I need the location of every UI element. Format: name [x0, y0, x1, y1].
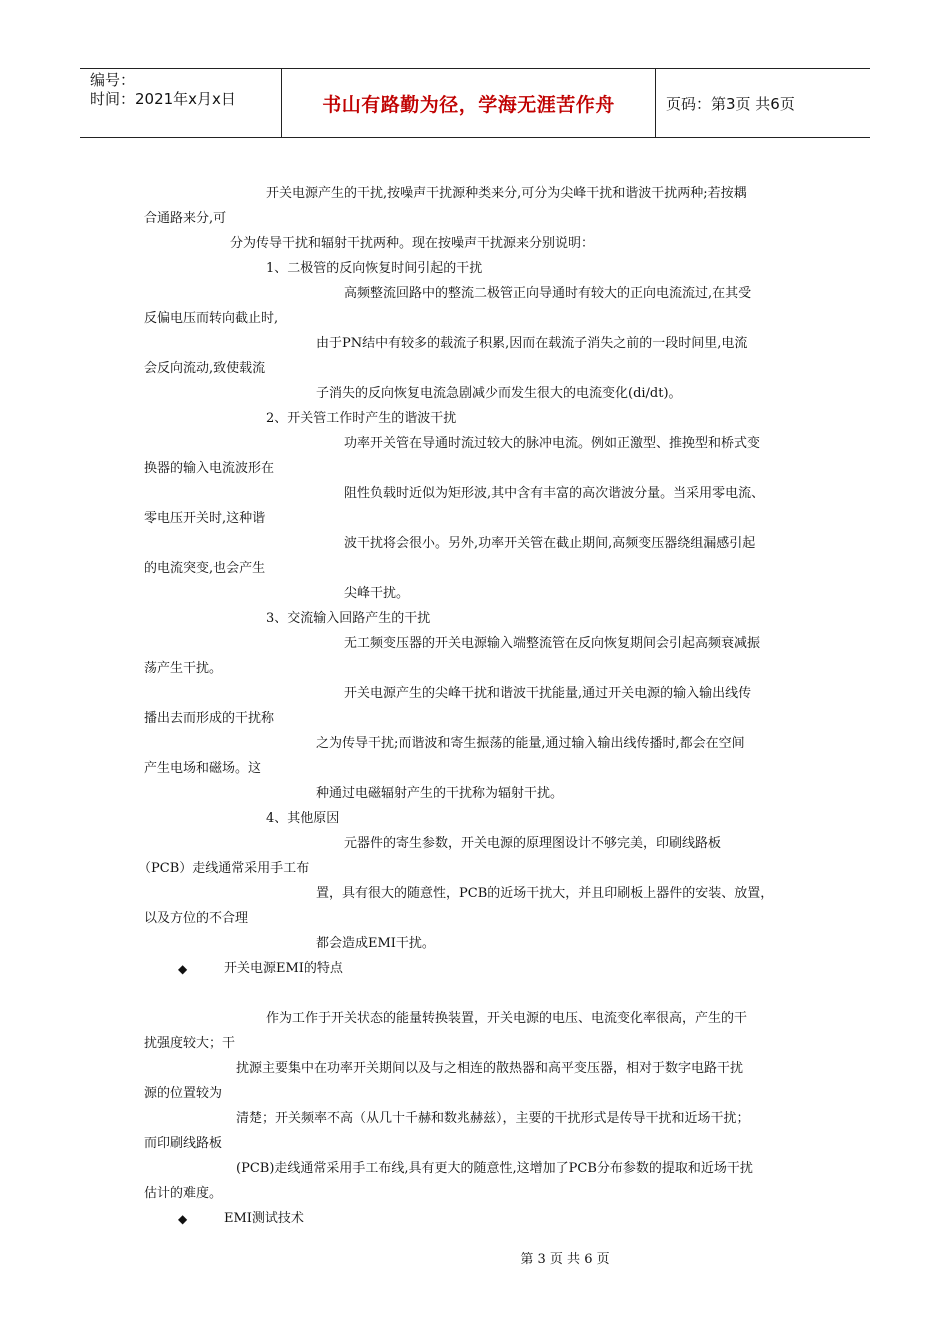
paragraph-line: 元器件的寄生参数，开关电源的原理图设计不够完美，印刷线路板: [344, 836, 722, 851]
paragraph-line: 开关电源产生的尖峰干扰和谐波干扰能量,通过开关电源的输入输出线传: [344, 686, 752, 701]
paragraph-line: 种通过电磁辐射产生的干扰称为辐射干扰。: [316, 786, 564, 801]
paragraph-line: 产生电场和磁场。这: [144, 761, 262, 776]
paragraph-line: 阻性负载时近似为矩形波,其中含有丰富的高次谐波分量。当采用零电流、: [344, 486, 765, 501]
code-label: 编号：: [90, 71, 136, 89]
page-header: [80, 68, 870, 138]
section-heading-emi-features: 开关电源EMI的特点: [224, 961, 343, 976]
header-page-info: 页码：第3页 共6页: [666, 94, 795, 113]
diamond-bullet-icon: ◆: [178, 962, 188, 976]
header-left-cell: [80, 69, 282, 137]
paragraph-line: 开关电源产生的干扰,按噪声干扰源种类来分,可分为尖峰干扰和谐波干扰两种;若按耦: [266, 186, 747, 201]
paragraph-line: 源的位置较为: [144, 1086, 223, 1101]
paragraph-line: 高频整流回路中的整流二极管正向导通时有较大的正向电流流过,在其受: [344, 286, 752, 301]
section-heading: 1、二极管的反向恢复时间引起的干扰: [266, 261, 483, 276]
paragraph-line: 的电流突变,也会产生: [144, 561, 266, 576]
paragraph-line: 子消失的反向恢复电流急剧减少而发生很大的电流变化(di/dt)。: [316, 386, 682, 401]
paragraph-line: 无工频变压器的开关电源输入端整流管在反向恢复期间会引起高频衰减振: [344, 636, 761, 651]
diamond-bullet-icon: ◆: [178, 1212, 188, 1226]
section-heading: 3、交流输入回路产生的干扰: [266, 611, 431, 626]
paragraph-line: (PCB)走线通常采用手工布线,具有更大的随意性,这增加了PCB分布参数的提取和近场干扰: [236, 1161, 753, 1176]
header-motto-cell: [282, 69, 656, 137]
paragraph-line: 都会造成EMI干扰。: [316, 936, 435, 951]
paragraph-line: 扰强度较大；干: [144, 1036, 236, 1051]
paragraph-line: 置，具有很大的随意性，PCB的近场干扰大，并且印刷板上器件的安装、放置，: [316, 886, 774, 901]
paragraph-line: 以及方位的不合理: [144, 911, 249, 926]
paragraph-line: 分为传导干扰和辐射干扰两种。现在按噪声干扰源来分别说明：: [230, 236, 595, 251]
section-heading-emi-testing: EMI测试技术: [224, 1211, 304, 1226]
paragraph-line: 播出去而形成的干扰称: [144, 711, 275, 726]
paragraph-line: 功率开关管在导通时流过较大的脉冲电流。例如正激型、推挽型和桥式变: [344, 436, 761, 451]
paragraph-line: （PCB）走线通常采用手工布: [138, 861, 310, 876]
paragraph-line: 之为传导干扰;而谐波和寄生振荡的能量,通过输入输出线传播时,都会在空间: [316, 736, 745, 751]
paragraph-line: 扰源主要集中在功率开关期间以及与之相连的散热器和高平变压器，相对于数字电路干扰: [236, 1061, 744, 1076]
paragraph-line: 换器的输入电流波形在: [144, 461, 275, 476]
paragraph-line: 估计的难度。: [144, 1186, 223, 1201]
paragraph-line: 作为工作于开关状态的能量转换装置，开关电源的电压、电流变化率很高，产生的干: [266, 1011, 748, 1026]
paragraph-line: 会反向流动,致使载流: [144, 361, 266, 376]
paragraph-line: 而印刷线路板: [144, 1136, 223, 1151]
paragraph-line: 清楚；开关频率不高（从几十千赫和数兆赫兹），主要的干扰形式是传导干扰和近场干扰；: [236, 1111, 750, 1126]
page-footer: 第 3 页 共 6 页: [520, 1252, 610, 1267]
header-motto: 书山有路勤为径，学海无涯苦作舟: [322, 93, 615, 116]
paragraph-line: 尖峰干扰。: [344, 586, 410, 601]
paragraph-line: 荡产生干扰。: [144, 661, 223, 676]
section-heading: 2、开关管工作时产生的谐波干扰: [266, 411, 457, 426]
paragraph-line: 反偏电压而转向截止时,: [144, 311, 279, 326]
paragraph-line: 波干扰将会很小。另外,功率开关管在截止期间,高频变压器绕组漏感引起: [344, 536, 756, 551]
section-heading: 4、其他原因: [266, 811, 340, 826]
paragraph-line: 合通路来分,可: [144, 211, 227, 226]
date-label: 时间：2021年x月x日: [90, 90, 236, 108]
paragraph-line: 由于PN结中有较多的载流子积累,因而在载流子消失之前的一段时间里,电流: [316, 336, 748, 351]
paragraph-line: 零电压开关时,这种谐: [144, 511, 266, 526]
